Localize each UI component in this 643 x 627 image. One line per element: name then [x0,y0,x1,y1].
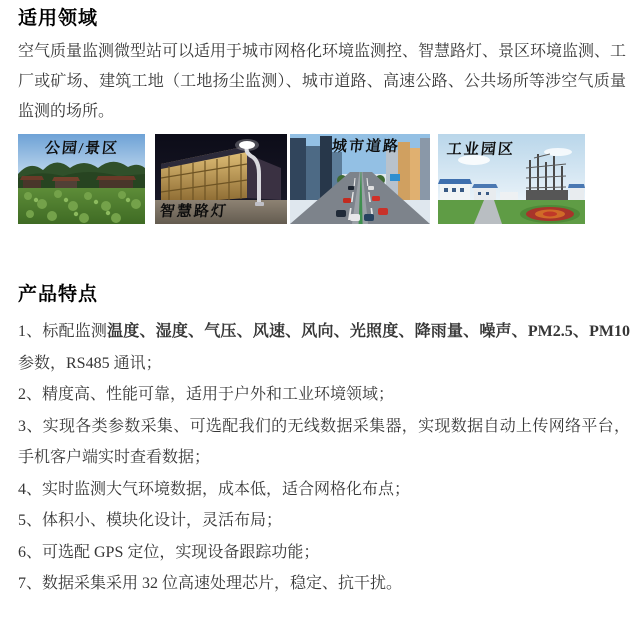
feature-item-6: 6、可选配 GPS 定位，实现设备跟踪功能； [18,543,320,561]
city-road-image [290,134,430,224]
application-paragraph-line-1: 空气质量监测微型站可以适用于城市网格化环境监测控、智慧路灯、景区环境监测、工 [18,43,626,60]
application-paragraph-line-3: 监测的场所。 [18,103,115,120]
feature-item-1-line-2: 参数，RS485 通讯； [18,354,162,372]
application-paragraph-line-2: 厂或矿场、建筑工地（工地扬尘监测）、城市道路、高速公路、公共场所等涉空气质量 [18,73,626,90]
feature-item-4: 4、实时监测大气环境数据，成本低，适合网格化布点； [18,480,411,498]
application-image-gallery [18,134,585,224]
section-heading-features: 产品特点 [18,284,99,305]
park-scenic-area-image [18,134,145,224]
feature-item-1-bold-params: 温度、湿度、气压、风速、风向、光照度、降雨量、噪声、PM2.5、PM10 [107,323,630,340]
city-road-label: 城市道路 [330,139,401,155]
park-scenic-area-label: 公园/景区 [43,141,120,157]
feature-item-1-prefix: 1、标配监测 [18,323,108,340]
smart-street-light-label: 智慧路灯 [159,204,229,220]
feature-item-1-line-1 [18,316,630,348]
application-paragraph [18,37,626,127]
section-heading-application: 适用领域 [18,8,99,29]
feature-item-3-line-2: 手机客户端实时查看数据； [18,449,211,466]
feature-item-2: 2、精度高、性能可靠，适用于户外和工业环境领域； [18,386,395,403]
feature-item-7: 7、数据采集采用 32 位高速处理芯片，稳定、抗干扰。 [18,575,403,592]
smart-street-light-image [155,134,287,224]
feature-item-3-line-1: 3、实现各类参数采集、可选配我们的无线数据采集器，实现数据自动上传网络平台， [18,417,630,435]
industrial-park-label: 工业园区 [446,142,516,158]
feature-item-5: 5、体积小、模块化设计，灵活布局； [18,512,283,529]
features-list [18,316,630,600]
industrial-park-image [438,134,585,224]
